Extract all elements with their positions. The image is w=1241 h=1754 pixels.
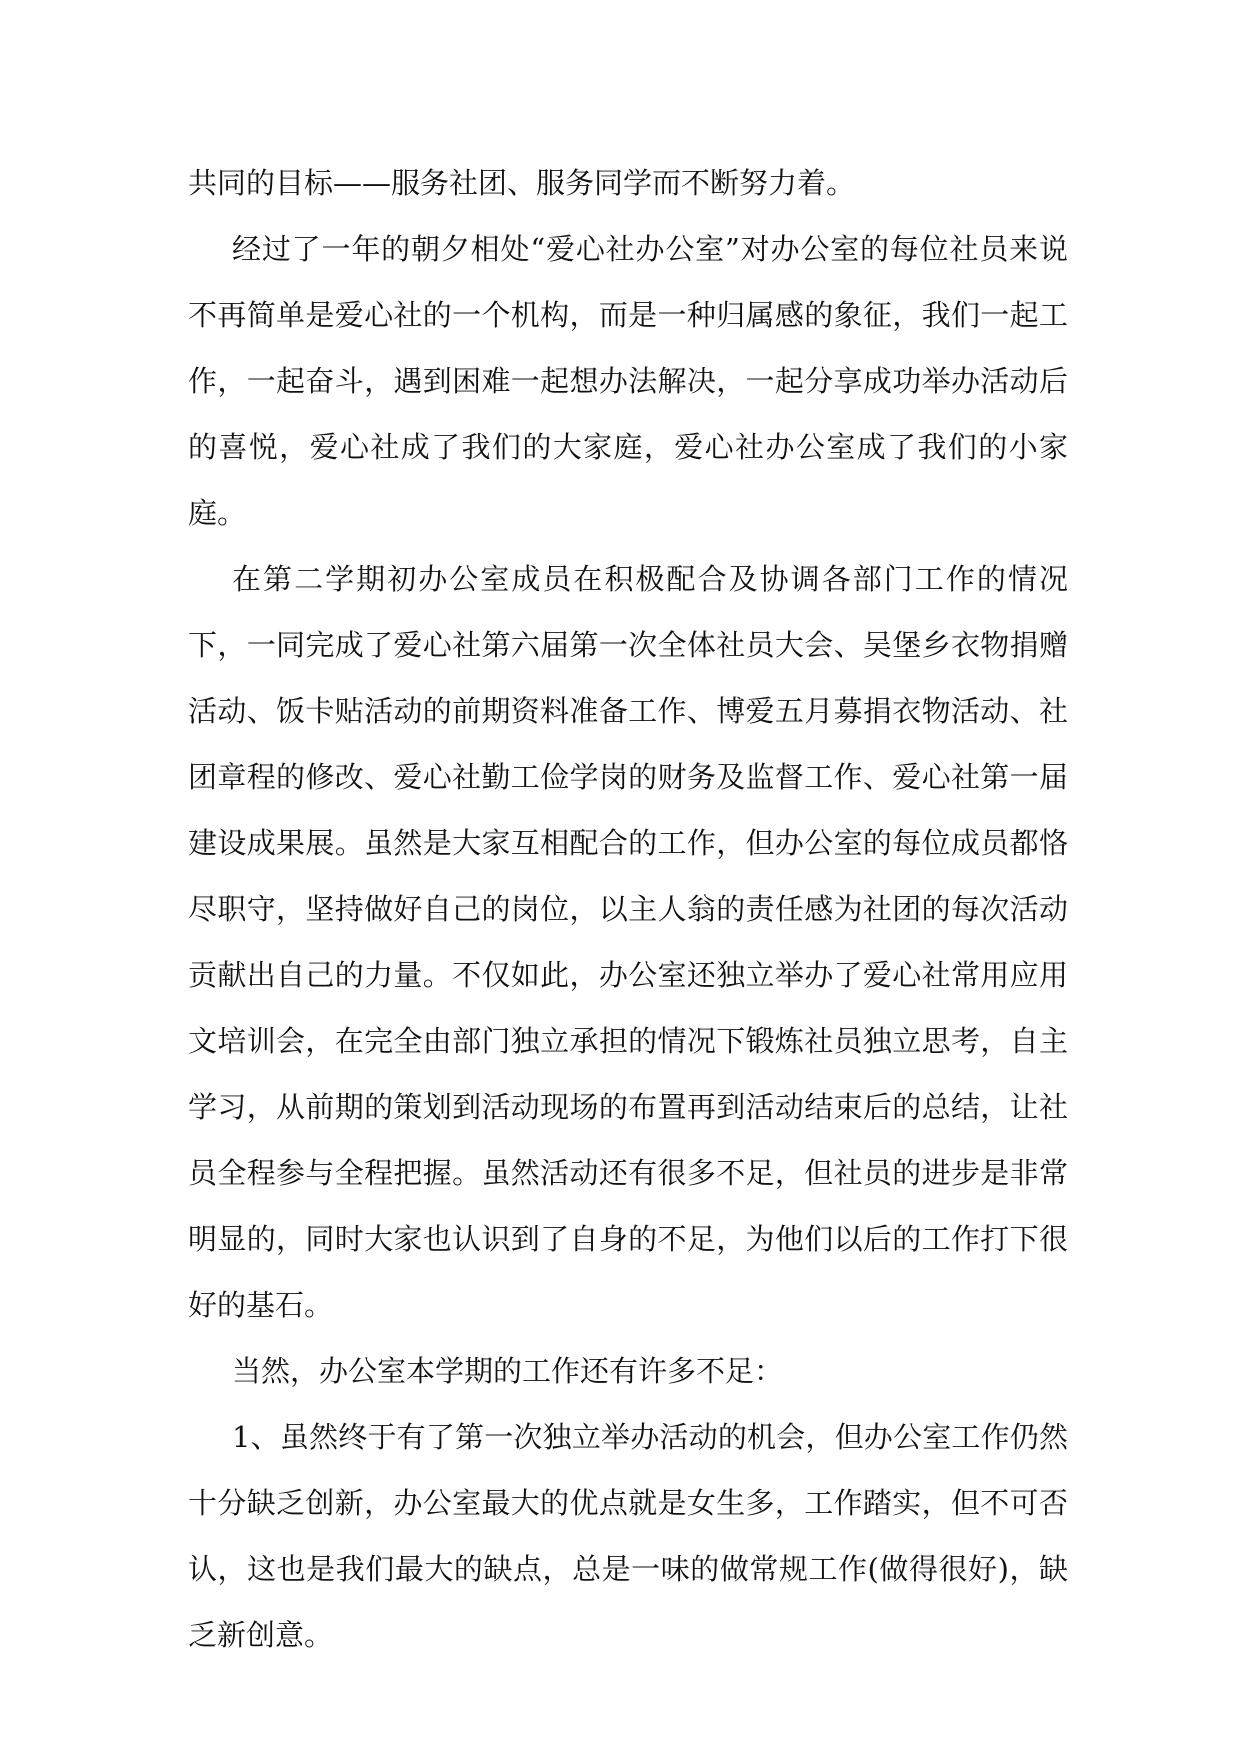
paragraph-shortcoming-1: 1、虽然终于有了第一次独立举办活动的机会，但办公室工作仍然十分缺乏创新，办公室最大的优点就是女生多，工作踏实，但不可否认，这也是我们最大的缺点，总是一味的做常规工作(做得很好)，缺乏新创意。: [188, 1420, 1068, 1652]
paragraph-belonging: 经过了一年的朝夕相处“爱心社办公室”对办公室的每位社员来说不再简单是爱心社的一个机构，而是一种归属感的象征，我们一起工作，一起奋斗，遇到困难一起想办法解决，一起分享成功举办活动后的喜悦，爱心社成了我们的大家庭，爱心社办公室成了我们的小家庭。: [188, 232, 1068, 530]
document-body: [188, 150, 1068, 1668]
paragraph-second-semester: 在第二学期初办公室成员在积极配合及协调各部门工作的情况下，一同完成了爱心社第六届第一次全体社员大会、吴堡乡衣物捐赠活动、饭卡贴活动的前期资料准备工作、博爱五月募捐衣物活动、社团章程的修改、爱心社勤工俭学岗的财务及监督工作、爱心社第一届建设成果展。虽然是大家互相配合的工作，但办公室的每位成员都恪尽职守，坚持做好自己的岗位，以主人翁的责任感为社团的每次活动贡献出自己的力量。不仅如此，办公室还独立举办了爱心社常用应用文培训会，在完全由部门独立承担的情况下锻炼社员独立思考，自主学习，从前期的策划到活动现场的布置再到活动结束后的总结，让社员全程参与全程把握。虽然活动还有很多不足，但社员的进步是非常明显的，同时大家也认识到了自身的不足，为他们以后的工作打下很好的基石。: [188, 562, 1068, 1322]
paragraph-shortcomings-intro: 当然，办公室本学期的工作还有许多不足：: [232, 1354, 784, 1388]
paragraph-continuation: 共同的目标——服务社团、服务同学而不断努力着。: [188, 166, 856, 200]
